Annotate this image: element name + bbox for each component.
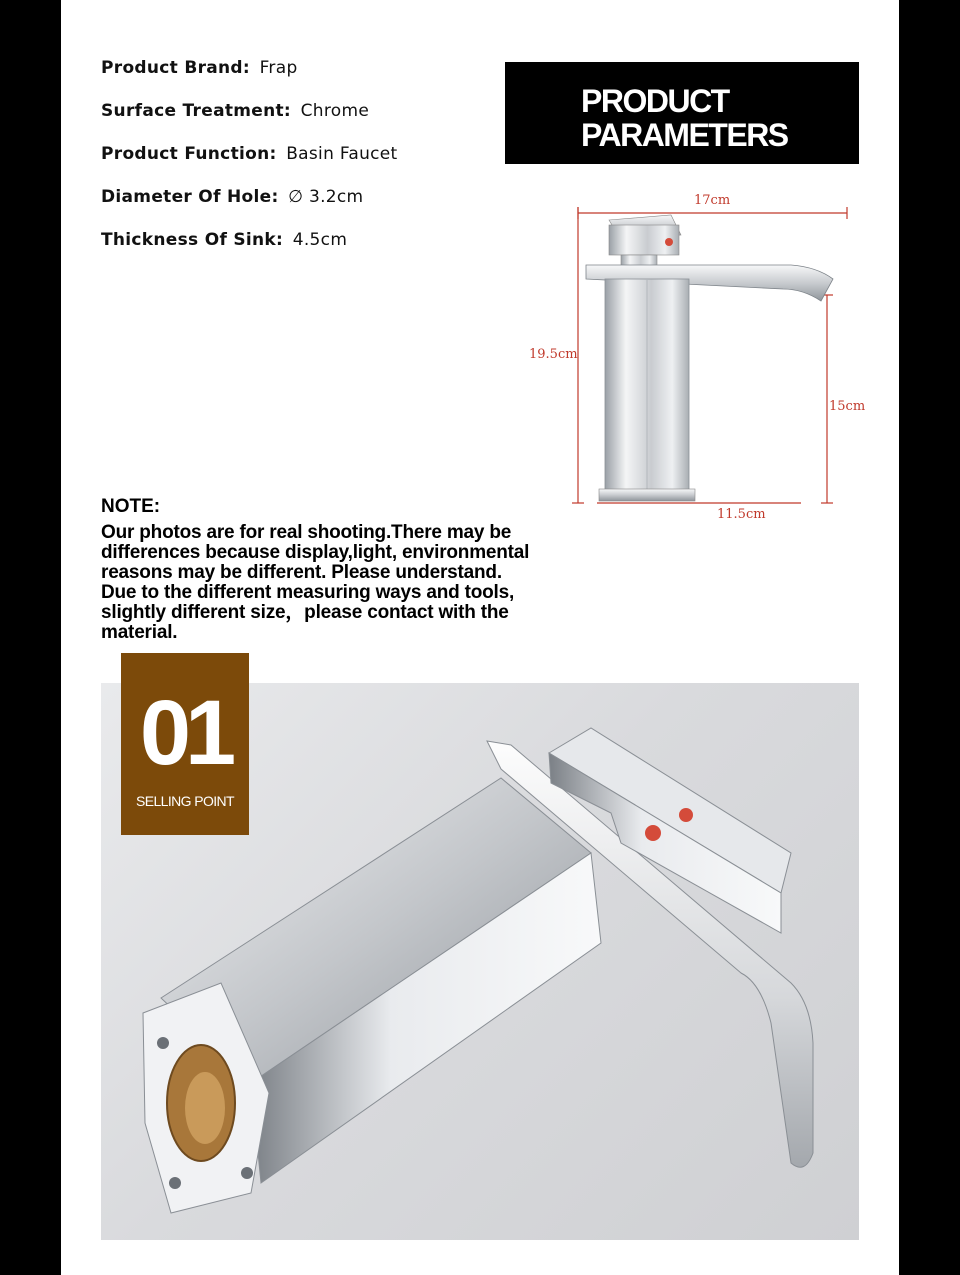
product-parameters-title <box>581 84 788 152</box>
note-line: reasons may be different. Please understand. <box>101 562 502 583</box>
title-line-1: PRODUCT <box>581 83 729 119</box>
dimension-height-spout: 15cm <box>829 399 866 414</box>
spec-row-brand <box>101 57 521 100</box>
spec-value: ∅ 3.2cm <box>288 187 364 207</box>
spec-row-surface <box>101 100 521 143</box>
spec-value: 4.5cm <box>292 230 348 250</box>
note-title: NOTE: <box>101 496 161 517</box>
note-line: differences because display,light, environmental <box>101 542 530 563</box>
title-line-2: PARAMETERS <box>581 117 788 153</box>
spec-value: Chrome <box>300 101 370 121</box>
spec-label: Thickness Of Sink: <box>101 230 284 250</box>
dimension-width-top: 17cm <box>694 193 731 208</box>
spec-label: Diameter Of Hole: <box>101 187 279 207</box>
spec-label: Product Function: <box>101 144 277 164</box>
spec-label: Product Brand: <box>101 58 250 78</box>
note-line: Due to the different measuring ways and tools, <box>101 582 515 603</box>
note-text <box>101 523 601 643</box>
spec-label: Surface Treatment: <box>101 101 292 121</box>
spec-row-function <box>101 143 521 186</box>
spec-row-hole <box>101 186 521 229</box>
note-line: Our photos are for real shooting.There may be <box>101 522 512 543</box>
selling-point-caption: SELLING POINT <box>135 793 234 809</box>
note-line: material. <box>101 622 178 643</box>
selling-point-number: 01 <box>139 682 231 784</box>
dimension-diagram <box>521 185 881 530</box>
dimension-base-width: 11.5cm <box>717 507 766 522</box>
product-page <box>61 0 899 1275</box>
spec-list <box>101 57 521 272</box>
note-line: slightly different size，please contact with the <box>101 602 509 623</box>
product-parameters-banner <box>505 62 859 164</box>
spec-value: Basin Faucet <box>286 144 398 164</box>
note-section <box>101 496 601 643</box>
spec-row-thickness <box>101 229 521 272</box>
spec-value: Frap <box>259 58 298 78</box>
dimension-height-total: 19.5cm <box>529 347 578 362</box>
selling-point-badge <box>121 653 249 835</box>
